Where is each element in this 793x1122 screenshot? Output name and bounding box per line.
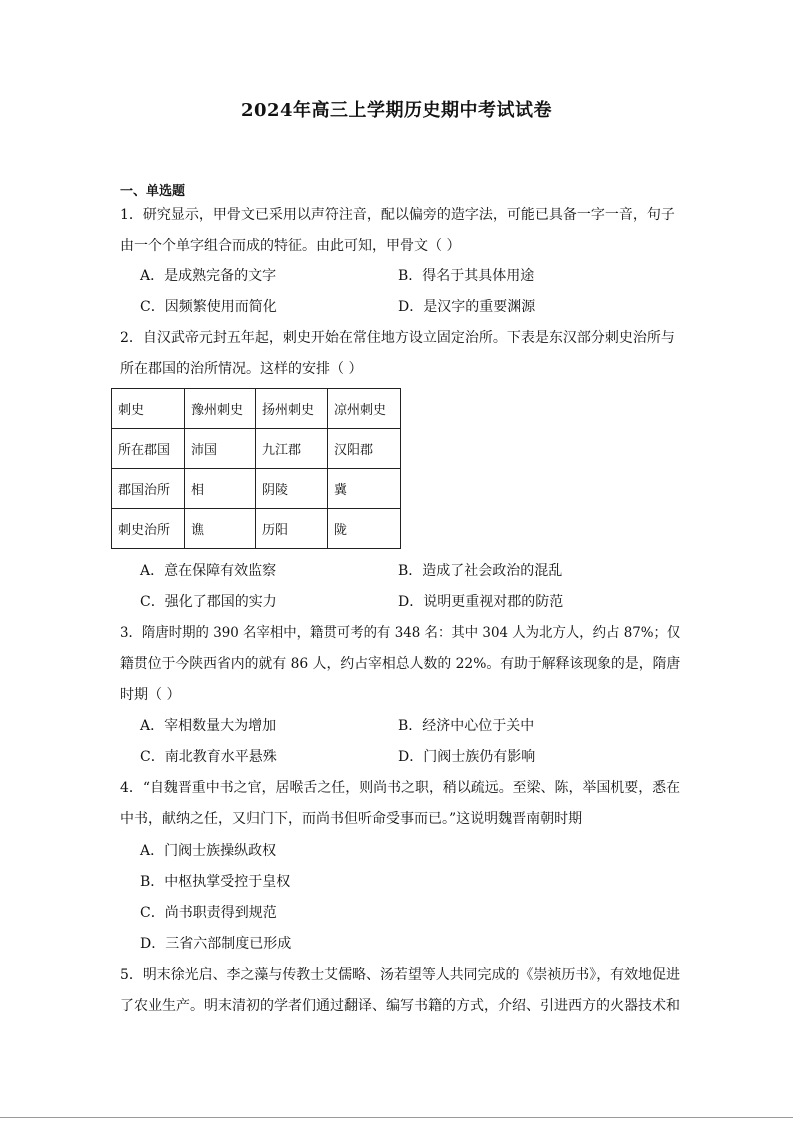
table-cell: 谯 bbox=[185, 509, 256, 549]
table-row bbox=[112, 469, 401, 509]
question-2-option-d: D．说明更重视对郡的防范 bbox=[398, 594, 564, 610]
question-2-line-2: 所在郡国的治所情况。这样的安排（ ） bbox=[120, 361, 363, 377]
table-cell: 刺史治所 bbox=[112, 509, 185, 549]
question-3-option-a: A．宰相数量大为增加 bbox=[140, 718, 277, 734]
table-row bbox=[112, 389, 401, 429]
table-cell: 凉州刺史 bbox=[328, 389, 401, 429]
question-3-option-c: C．南北教育水平悬殊 bbox=[140, 749, 277, 765]
question-1-option-a: A．是成熟完备的文字 bbox=[140, 268, 277, 284]
question-1-line-2: 由一个个单字组合而成的特征。由此可知，甲骨文（ ） bbox=[120, 238, 461, 254]
table-cell: 豫州刺史 bbox=[185, 389, 256, 429]
exam-title: 2024年高三上学期历史期中考试试卷 bbox=[240, 100, 553, 121]
question-5-line-1: 5．明末徐光启、李之藻与传教士艾儒略、汤若望等人共同完成的《崇祯历书》，有效地促进 bbox=[120, 967, 680, 983]
table-cell: 扬州刺史 bbox=[256, 389, 328, 429]
question-4-option-c: C．尚书职责得到规范 bbox=[140, 905, 277, 921]
table-cell: 汉阳郡 bbox=[328, 429, 401, 469]
question-2-line-1: 2．自汉武帝元封五年起，刺史开始在常住地方设立固定治所。下表是东汉部分刺史治所与 bbox=[120, 330, 675, 346]
question-4-option-a: A．门阀士族操纵政权 bbox=[140, 843, 277, 859]
table-cell: 郡国治所 bbox=[112, 469, 185, 509]
question-3-option-b: B．经济中心位于关中 bbox=[398, 718, 535, 734]
question-4-line-2: 中书，献纳之任，又归门下，而尚书但听命受事而已。”这说明魏晋南朝时期 bbox=[120, 811, 583, 827]
table-cell: 刺史 bbox=[112, 389, 185, 429]
question-3-line-1: 3．隋唐时期的 390 名宰相中，籍贯可考的有 348 名：其中 304 人为北方人，约占 87%；仅 bbox=[120, 625, 681, 641]
question-2-option-b: B．造成了社会政治的混乱 bbox=[398, 563, 563, 579]
table-cell: 沛国 bbox=[185, 429, 256, 469]
table-cell: 九江郡 bbox=[256, 429, 328, 469]
question-2-option-a: A．意在保障有效监察 bbox=[140, 563, 277, 579]
table-cell: 相 bbox=[185, 469, 256, 509]
question-5-line-2: 了农业生产。明末清初的学者们通过翻译、编写书籍的方式，介绍、引进西方的火器技术和 bbox=[120, 998, 680, 1014]
question-3-line-3: 时期（ ） bbox=[120, 687, 181, 703]
question-4-option-b: B．中枢执掌受控于皇权 bbox=[140, 874, 291, 890]
table-cell: 陇 bbox=[328, 509, 401, 549]
question-3-line-2: 籍贯位于今陕西省内的就有 86 人，约占宰相总人数的 22%。有助于解释该现象的是，隋唐 bbox=[120, 656, 681, 672]
question-4-option-d: D．三省六部制度已形成 bbox=[140, 936, 292, 952]
question-1-option-b: B．得名于其具体用途 bbox=[398, 268, 535, 284]
question-2-option-c: C．强化了郡国的实力 bbox=[140, 594, 277, 610]
table-cell: 阴陵 bbox=[256, 469, 328, 509]
page-divider bbox=[0, 1117, 793, 1118]
section-heading: 一、单选题 bbox=[120, 184, 186, 199]
table-row bbox=[112, 429, 401, 469]
table-cell: 所在郡国 bbox=[112, 429, 185, 469]
question-1-option-d: D．是汉字的重要渊源 bbox=[398, 299, 536, 315]
governor-table bbox=[111, 388, 401, 549]
table-cell: 冀 bbox=[328, 469, 401, 509]
question-4-line-1: 4．“自魏晋重中书之官，居喉舌之任，则尚书之职，稍以疏远。至梁、陈，举国机要，悉在 bbox=[120, 780, 681, 796]
question-1-option-c: C．因频繁使用而简化 bbox=[140, 299, 277, 315]
question-3-option-d: D．门阀士族仍有影响 bbox=[398, 749, 536, 765]
question-1-line-1: 1．研究显示，甲骨文已采用以声符注音，配以偏旁的造字法，可能已具备一字一音，句子 bbox=[120, 207, 675, 223]
table-cell: 历阳 bbox=[256, 509, 328, 549]
table-row bbox=[112, 509, 401, 549]
